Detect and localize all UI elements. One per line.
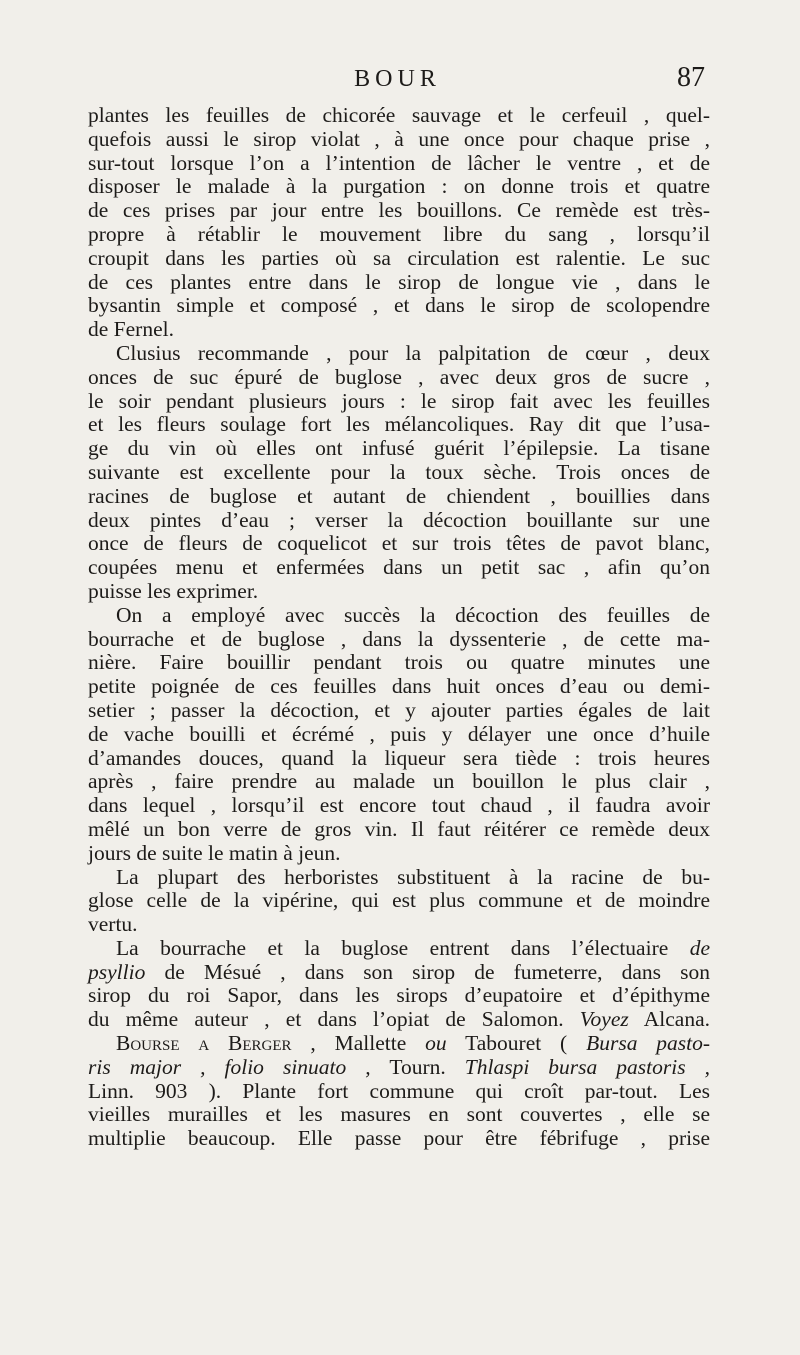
text-line: suivante est excellente pour la toux sèche. Trois onces de (88, 459, 710, 484)
text-line: puisse les exprimer. (88, 578, 259, 603)
text-line: croupit dans les parties où sa circulation est ralentie. Le suc (88, 245, 710, 270)
text-line: de ces plantes entre dans le sirop de longue vie , dans le (88, 269, 710, 294)
paragraph-start: Clusius recommande , pour la palpitation de cœur , deux (116, 340, 710, 365)
text-line: onces de suc épuré de buglose , avec deux gros de sucre , (88, 364, 710, 389)
text-line: de Fernel. (88, 317, 174, 342)
italic-segment: psyllio (88, 959, 146, 984)
page-number: 87 (677, 62, 705, 93)
text-line: bysantin simple et composé , et dans le sirop de scolopendre (88, 293, 710, 318)
text-line: propre à rétablir le mouvement libre du sang , lorsqu’il (88, 221, 710, 246)
text-segment: La bourrache et la buglose entrent dans l’électuaire (116, 935, 669, 960)
text-line: Linn. 903 ). Plante fort commune qui croît par-tout. Les (88, 1078, 710, 1103)
latin-name: Bursa pasto- (586, 1031, 711, 1056)
text-line: de ces prises par jour entre les bouillons. Ce remède est très- (88, 198, 710, 223)
text-line: plantes les feuilles de chicorée sauvage et le cerfeuil , quel- (88, 103, 710, 127)
text-line: racines de buglose et autant de chiendent , bouillies dans (88, 483, 710, 508)
text-segment: Alcana. (643, 1007, 710, 1032)
text-line: vertu. (88, 912, 138, 937)
text-line: nière. Faire bouillir pendant trois ou quatre minutes une (88, 650, 710, 675)
text-line: jours de suite le matin à jeun. (88, 840, 341, 865)
paragraph-start: La plupart des herboristes substituent à la racine de bu- (116, 864, 710, 889)
text-line: glose celle de la vipérine, qui est plus commune et de moindre (88, 888, 710, 913)
text-line: once de fleurs de coquelicot et sur trois têtes de pavot blanc, (88, 531, 710, 556)
text-line: d’amandes douces, quand la liqueur sera tiède : trois heures (88, 745, 710, 770)
page-header (90, 62, 705, 102)
paragraph-start (88, 937, 710, 961)
text-line: setier ; passer la décoction, et y ajouter parties égales de lait (88, 697, 710, 722)
text-line: sirop du roi Sapor, dans les sirops d’eupatoire et d’épithyme (88, 983, 710, 1008)
text-line: ge du vin où elles ont infusé guérit l’épilepsie. La tisane (88, 436, 710, 461)
text-line: et les fleurs soulage fort les mélancoliques. Ray dit que l’usa- (88, 412, 710, 437)
text-segment: Tabouret ( (465, 1031, 568, 1056)
text-segment: de Mésué , dans son sirop de fumeterre, dans son (164, 959, 711, 984)
text-line: de vache bouilli et écrémé , puis y délayer une once d’huile (88, 721, 710, 746)
entry-heading-line (88, 1032, 710, 1056)
text-segment: du même auteur , et dans l’opiat de Salomon. (88, 1007, 564, 1032)
body-text (88, 104, 710, 1151)
text-line: sur-tout lorsque l’on a l’intention de lâcher le ventre , et de (88, 150, 710, 175)
text-line (88, 1008, 710, 1032)
text-line: après , faire prendre au malade un bouillon le plus clair , (88, 769, 710, 794)
latin-name: ris major , folio sinuato , (88, 1054, 371, 1079)
text-line: deux pintes d’eau ; verser la décoction bouillante sur une (88, 507, 710, 532)
text-line: mêlé un bon verre de gros vin. Il faut réitérer ce remède deux (88, 816, 710, 841)
text-line: petite poignée de ces feuilles dans huit onces d’eau ou demi- (88, 674, 710, 699)
text-line: disposer le malade à la purgation : on donne trois et quatre (88, 174, 710, 199)
text-line (88, 1056, 710, 1080)
running-head: BOUR (354, 66, 441, 92)
text-line: coupées menu et enfermées dans un petit sac , afin qu’on (88, 555, 710, 580)
text-line: le soir pendant plusieurs jours : le sirop fait avec les feuilles (88, 388, 710, 413)
text-segment: Tourn. (389, 1054, 446, 1079)
text-line: dans lequel , lorsqu’il est encore tout chaud , il faudra avoir (88, 793, 710, 818)
text-line: quefois aussi le sirop violat , à une once pour chaque prise , (88, 126, 710, 151)
cross-reference: Voyez (579, 1007, 629, 1032)
text-line (88, 961, 710, 985)
paragraph-start: On a employé avec succès la décoction des feuilles de (116, 602, 710, 627)
italic-segment: ou (425, 1031, 447, 1056)
latin-name: Thlaspi bursa pastoris , (464, 1054, 711, 1079)
text-line: bourrache et de buglose , dans la dyssenterie , de cette ma- (88, 626, 710, 651)
text-line: multiplie beaucoup. Elle passe pour être fébrifuge , prise (88, 1126, 710, 1151)
italic-segment: de (689, 935, 710, 960)
entry-headword: Bourse a Berger , (116, 1031, 316, 1056)
text-segment: Mallette (334, 1031, 407, 1056)
text-line: vieilles murailles et les masures en sont couvertes , elle se (88, 1102, 710, 1127)
